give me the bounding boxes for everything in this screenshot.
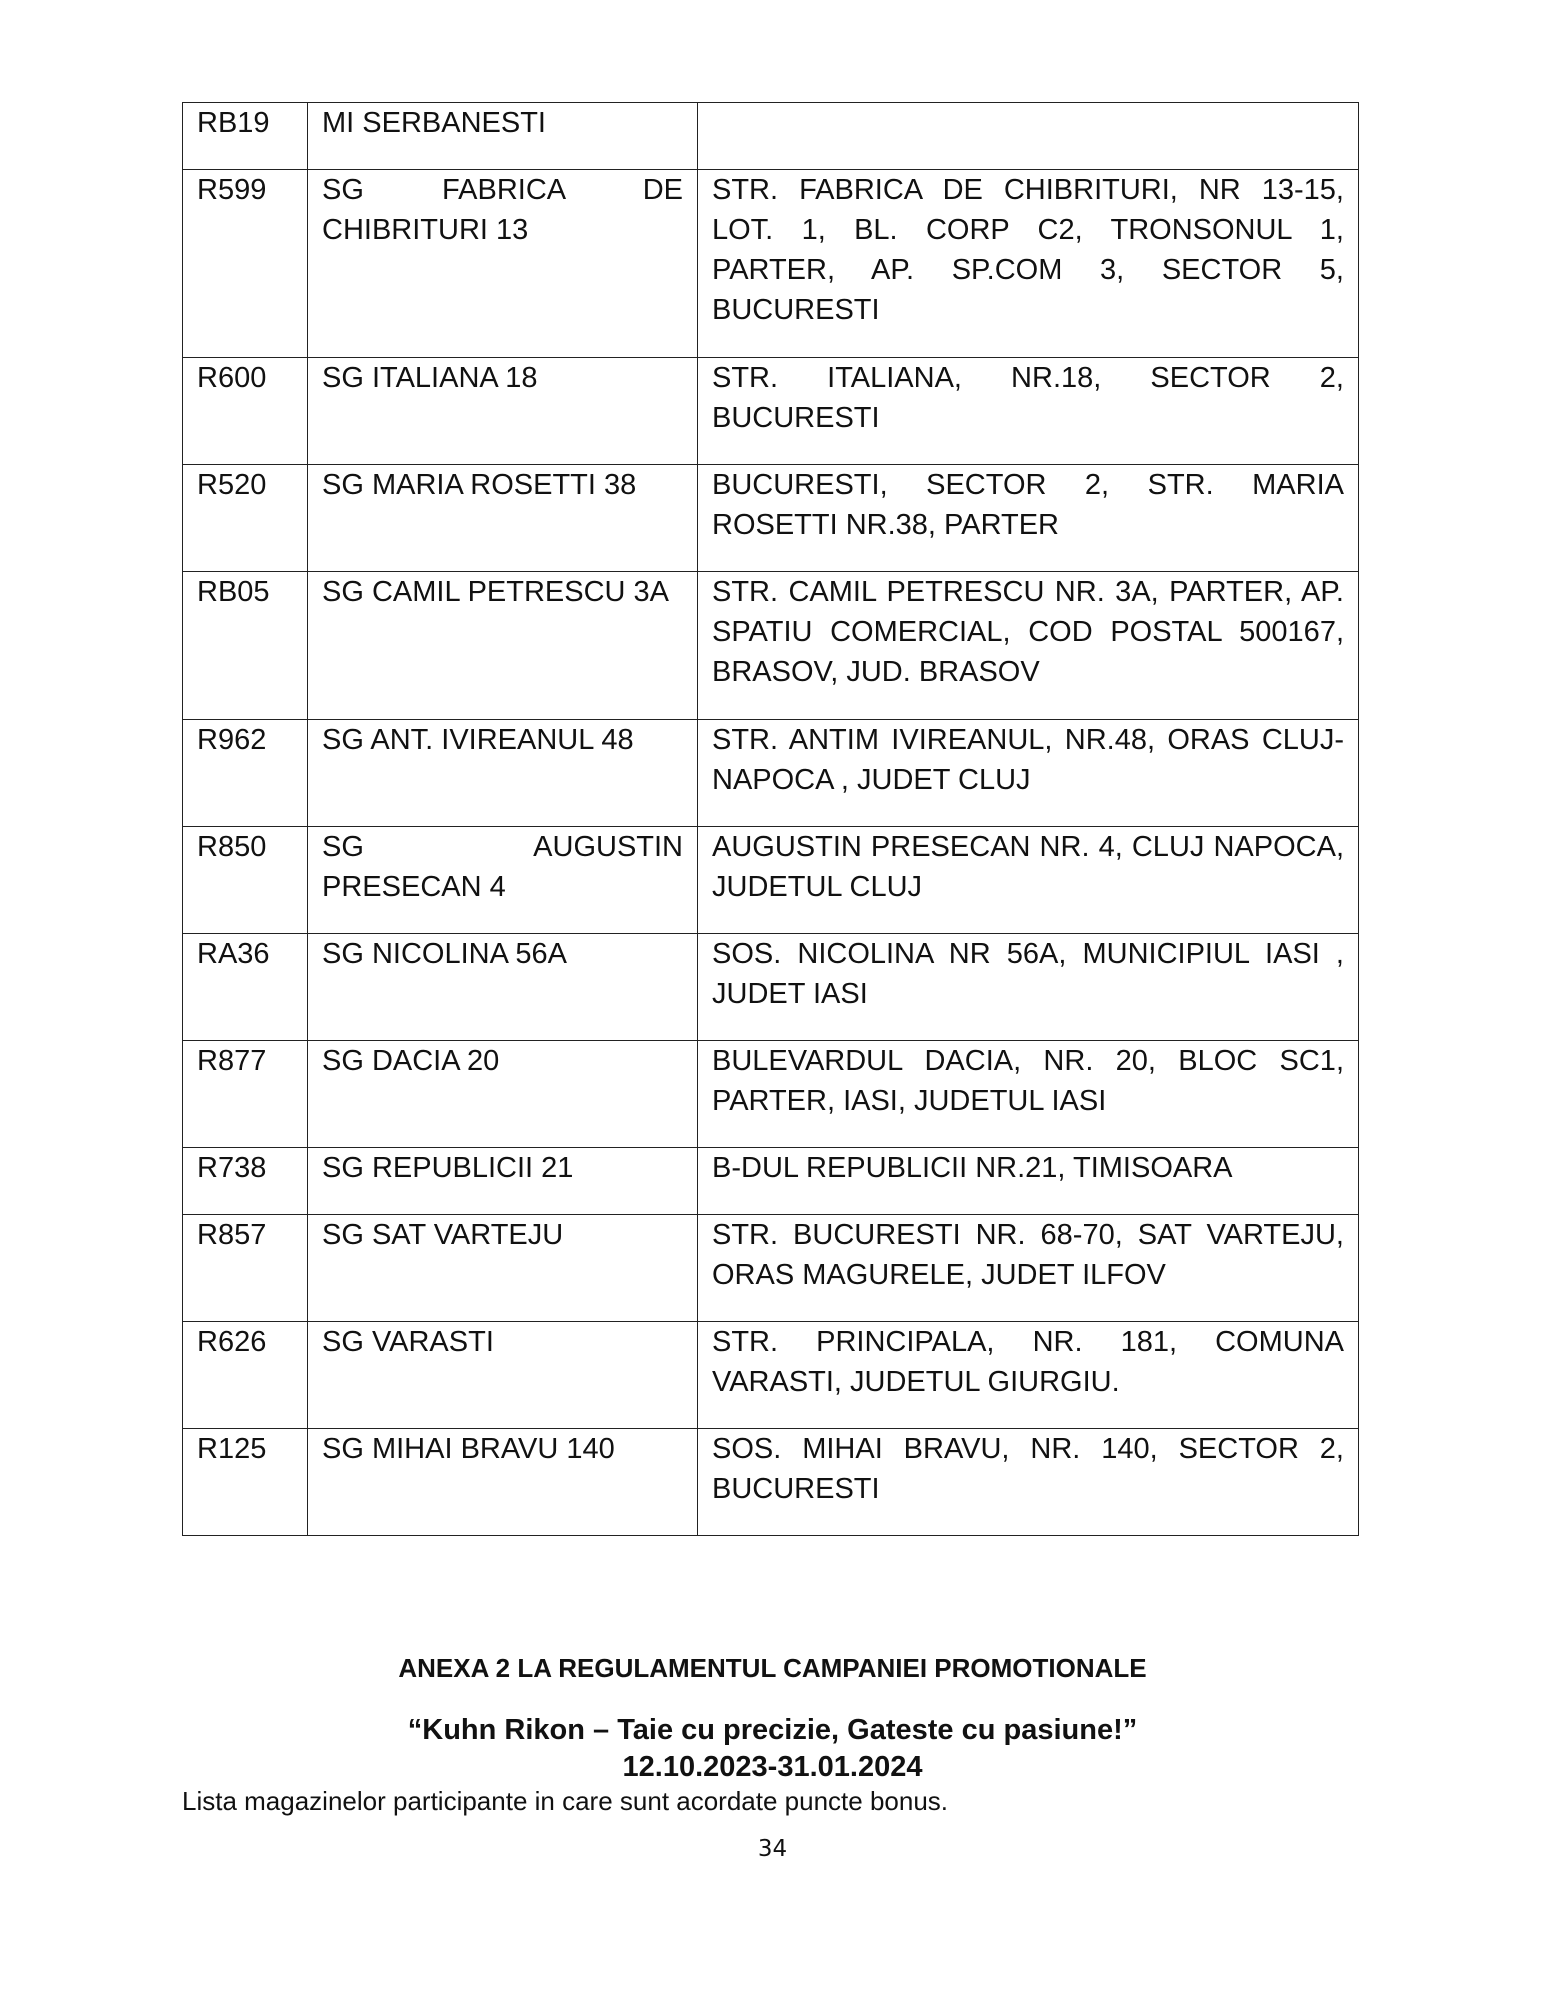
store-address: STR. PRINCIPALA, NR. 181, COMUNA VARASTI, JUDETUL GIURGIU. [698,1322,1359,1429]
table-row [183,358,1359,465]
store-name: SG MARIA ROSETTI 38 [308,465,698,572]
store-code: RB19 [183,103,308,170]
store-address: BULEVARDUL DACIA, NR. 20, BLOC SC1, PARTER, IASI, JUDETUL IASI [698,1041,1359,1148]
store-code: R850 [183,827,308,934]
store-code: R626 [183,1322,308,1429]
store-code: RB05 [183,572,308,720]
store-name: SG MIHAI BRAVU 140 [308,1429,698,1536]
store-name: SG CAMIL PETRESCU 3A [308,572,698,720]
store-address: STR. ITALIANA, NR.18, SECTOR 2, BUCURESTI [698,358,1359,465]
store-name: SG DACIA 20 [308,1041,698,1148]
store-name: SG REPUBLICII 21 [308,1148,698,1215]
table-row [183,1429,1359,1536]
table-row [183,465,1359,572]
store-code: R520 [183,465,308,572]
campaign-dates: 12.10.2023-31.01.2024 [622,1751,923,1783]
store-name: SG SAT VARTEJU [308,1215,698,1322]
store-address: STR. ANTIM IVIREANUL, NR.48, ORAS CLUJ-NAPOCA , JUDET CLUJ [698,720,1359,827]
store-name: SG ITALIANA 18 [308,358,698,465]
table-row [183,934,1359,1041]
store-name: SG NICOLINA 56A [308,934,698,1041]
table-row [183,1041,1359,1148]
store-name: SG ANT. IVIREANUL 48 [308,720,698,827]
store-address: BUCURESTI, SECTOR 2, STR. MARIA ROSETTI NR.38, PARTER [698,465,1359,572]
table-row [183,720,1359,827]
store-code: R962 [183,720,308,827]
store-name: SG AUGUSTIN PRESECAN 4 [308,827,698,934]
table-row [183,103,1359,170]
store-name: SG FABRICA DE CHIBRITURI 13 [308,170,698,358]
store-code: RA36 [183,934,308,1041]
store-address: STR. CAMIL PETRESCU NR. 3A, PARTER, AP. SPATIU COMERCIAL, COD POSTAL 500167, BRASOV, JUD. BRASOV [698,572,1359,720]
page-number: 34 [757,1836,788,1862]
store-code: R600 [183,358,308,465]
table-row [183,1322,1359,1429]
table-row [183,1148,1359,1215]
store-address: AUGUSTIN PRESECAN NR. 4, CLUJ NAPOCA, JUDETUL CLUJ [698,827,1359,934]
store-code: R738 [183,1148,308,1215]
store-code: R125 [183,1429,308,1536]
store-list-note: Lista magazinelor participante in care sunt acordate puncte bonus. [182,1786,949,1816]
table-row [183,827,1359,934]
store-address: SOS. NICOLINA NR 56A, MUNICIPIUL IASI , JUDET IASI [698,934,1359,1041]
store-address: STR. FABRICA DE CHIBRITURI, NR 13-15, LOT. 1, BL. CORP C2, TRONSONUL 1, PARTER, AP. SP.COM 3, SECTOR 5, BUCURESTI [698,170,1359,358]
store-address [698,103,1359,170]
store-code: R877 [183,1041,308,1148]
table-row [183,1215,1359,1322]
store-code: R857 [183,1215,308,1322]
store-address: B-DUL REPUBLICII NR.21, TIMISOARA [698,1148,1359,1215]
store-address: STR. BUCURESTI NR. 68-70, SAT VARTEJU, ORAS MAGURELE, JUDET ILFOV [698,1215,1359,1322]
table-row [183,170,1359,358]
store-name: MI SERBANESTI [308,103,698,170]
store-name: SG VARASTI [308,1322,698,1429]
campaign-name: “Kuhn Rikon – Taie cu precizie, Gateste cu pasiune!” [407,1714,1138,1746]
store-code: R599 [183,170,308,358]
store-address: SOS. MIHAI BRAVU, NR. 140, SECTOR 2, BUCURESTI [698,1429,1359,1536]
table-row [183,572,1359,720]
stores-table [182,102,1359,1536]
annex-title: ANEXA 2 LA REGULAMENTUL CAMPANIEI PROMOTIONALE [398,1653,1147,1683]
